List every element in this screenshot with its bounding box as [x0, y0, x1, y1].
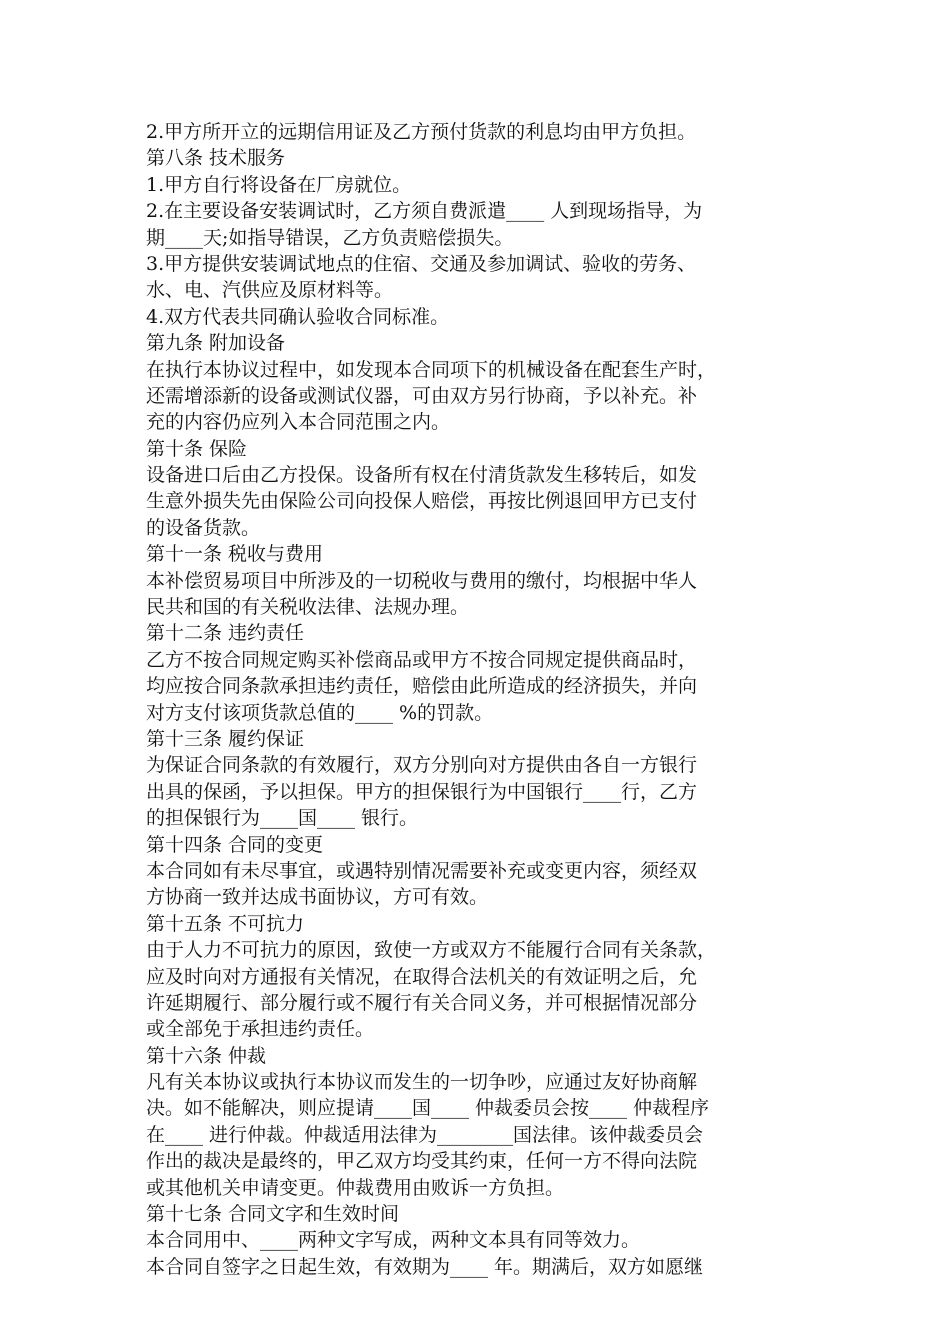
clause-16-text: 凡有关本协议或执行本协议而发生的一切争吵，应通过友好协商解 — [146, 1071, 698, 1094]
clause-17-heading: 第十七条 合同文字和生效时间 — [146, 1203, 400, 1226]
clause-8-item-2-cont: 期____天;如指导错误，乙方负责赔偿损失。 — [146, 226, 514, 249]
clause-10-text: 的设备货款。 — [146, 516, 261, 539]
clause-16-heading: 第十六条 仲裁 — [146, 1044, 267, 1067]
clause-17-text: 本合同自签字之日起生效，有效期为____ 年。期满后，双方如愿继 — [146, 1255, 704, 1278]
clause-10-text: 生意外损失先由保险公司向投保人赔偿，再按比例退回甲方已支付 — [146, 490, 698, 513]
clause-12-text: 均应按合同条款承担违约责任，赔偿由此所造成的经济损失，并向 — [146, 675, 698, 698]
clause-17-text: 本合同用中、____两种文字写成，两种文本具有同等效力。 — [146, 1229, 641, 1252]
contract-page — [146, 119, 818, 1280]
clause-13-text: 的担保银行为____国____ 银行。 — [146, 807, 419, 830]
clause-8-heading: 第八条 技术服务 — [146, 147, 286, 170]
clause-8-item-3: 3.甲方提供安装调试地点的住宿、交通及参加调试、验收的劳务、 — [146, 252, 697, 275]
clause-9-heading: 第九条 附加设备 — [146, 332, 286, 355]
clause-12-text: 对方支付该项货款总值的____ %的罚款。 — [146, 701, 494, 724]
clause-14-text: 本合同如有未尽事宜，或遇特别情况需要补充或变更内容，须经双 — [146, 859, 698, 882]
clause-8-item-1: 1.甲方自行将设备在厂房就位。 — [146, 173, 412, 196]
clause-14-text: 方协商一致并达成书面协议，方可有效。 — [146, 886, 489, 909]
clause-16-text: 或其他机关申请变更。仲裁费用由败诉一方负担。 — [146, 1176, 565, 1199]
clause-16-text: 在____ 进行仲裁。仲裁适用法律为________国法律。该仲裁委员会 — [146, 1123, 704, 1146]
clause-8-item-3-cont: 水、电、汽供应及原材料等。 — [146, 279, 394, 302]
clause-7-item-2: 2.甲方所开立的远期信用证及乙方预付货款的利息均由甲方负担。 — [146, 121, 697, 143]
clause-15-text: 许延期履行、部分履行或不履行有关合同义务，并可根据情况部分 — [146, 991, 698, 1014]
clause-13-heading: 第十三条 履约保证 — [146, 727, 305, 750]
clause-10-text: 设备进口后由乙方投保。设备所有权在付清货款发生移转后，如发 — [146, 464, 698, 487]
clause-11-text: 本补偿贸易项目中所涉及的一切税收与费用的缴付，均根据中华人 — [146, 569, 698, 592]
clause-16-text: 作出的裁决是最终的，甲乙双方均受其约束，任何一方不得向法院 — [146, 1150, 698, 1173]
clause-11-text: 民共和国的有关税收法律、法规办理。 — [146, 596, 470, 619]
clause-12-heading: 第十二条 违约责任 — [146, 622, 305, 645]
clause-9-text: 在执行本协议过程中，如发现本合同项下的机械设备在配套生产时， — [146, 358, 717, 381]
clause-9-text: 还需增添新的设备或测试仪器，可由双方另行协商，予以补充。补 — [146, 384, 698, 407]
clause-13-text: 为保证合同条款的有效履行，双方分别向对方提供由各自一方银行 — [146, 754, 698, 777]
clause-9-text: 充的内容仍应列入本合同范围之内。 — [146, 411, 451, 434]
clause-16-text: 决。如不能解决，则应提请____国____ 仲裁委员会按____ 仲裁程序 — [146, 1097, 710, 1120]
clause-15-heading: 第十五条 不可抗力 — [146, 912, 305, 935]
clause-15-text: 或全部免于承担违约责任。 — [146, 1018, 375, 1041]
clause-15-text: 由于人力不可抗力的原因，致使一方或双方不能履行合同有关条款， — [146, 939, 717, 962]
clause-10-heading: 第十条 保险 — [146, 437, 248, 460]
clause-8-item-4: 4.双方代表共同确认验收合同标准。 — [146, 305, 450, 328]
clause-13-text: 出具的保函，予以担保。甲方的担保银行为中国银行____行，乙方 — [146, 780, 698, 803]
clause-15-text: 应及时向对方通报有关情况，在取得合法机关的有效证明之后，允 — [146, 965, 698, 988]
clause-8-item-2: 2.在主要设备安装调试时，乙方须自费派遣____ 人到现场指导，为 — [146, 200, 703, 223]
clause-14-heading: 第十四条 合同的变更 — [146, 833, 324, 856]
clause-12-text: 乙方不按合同规定购买补偿商品或甲方不按合同规定提供商品时， — [146, 648, 698, 671]
clause-11-heading: 第十一条 税收与费用 — [146, 543, 324, 566]
